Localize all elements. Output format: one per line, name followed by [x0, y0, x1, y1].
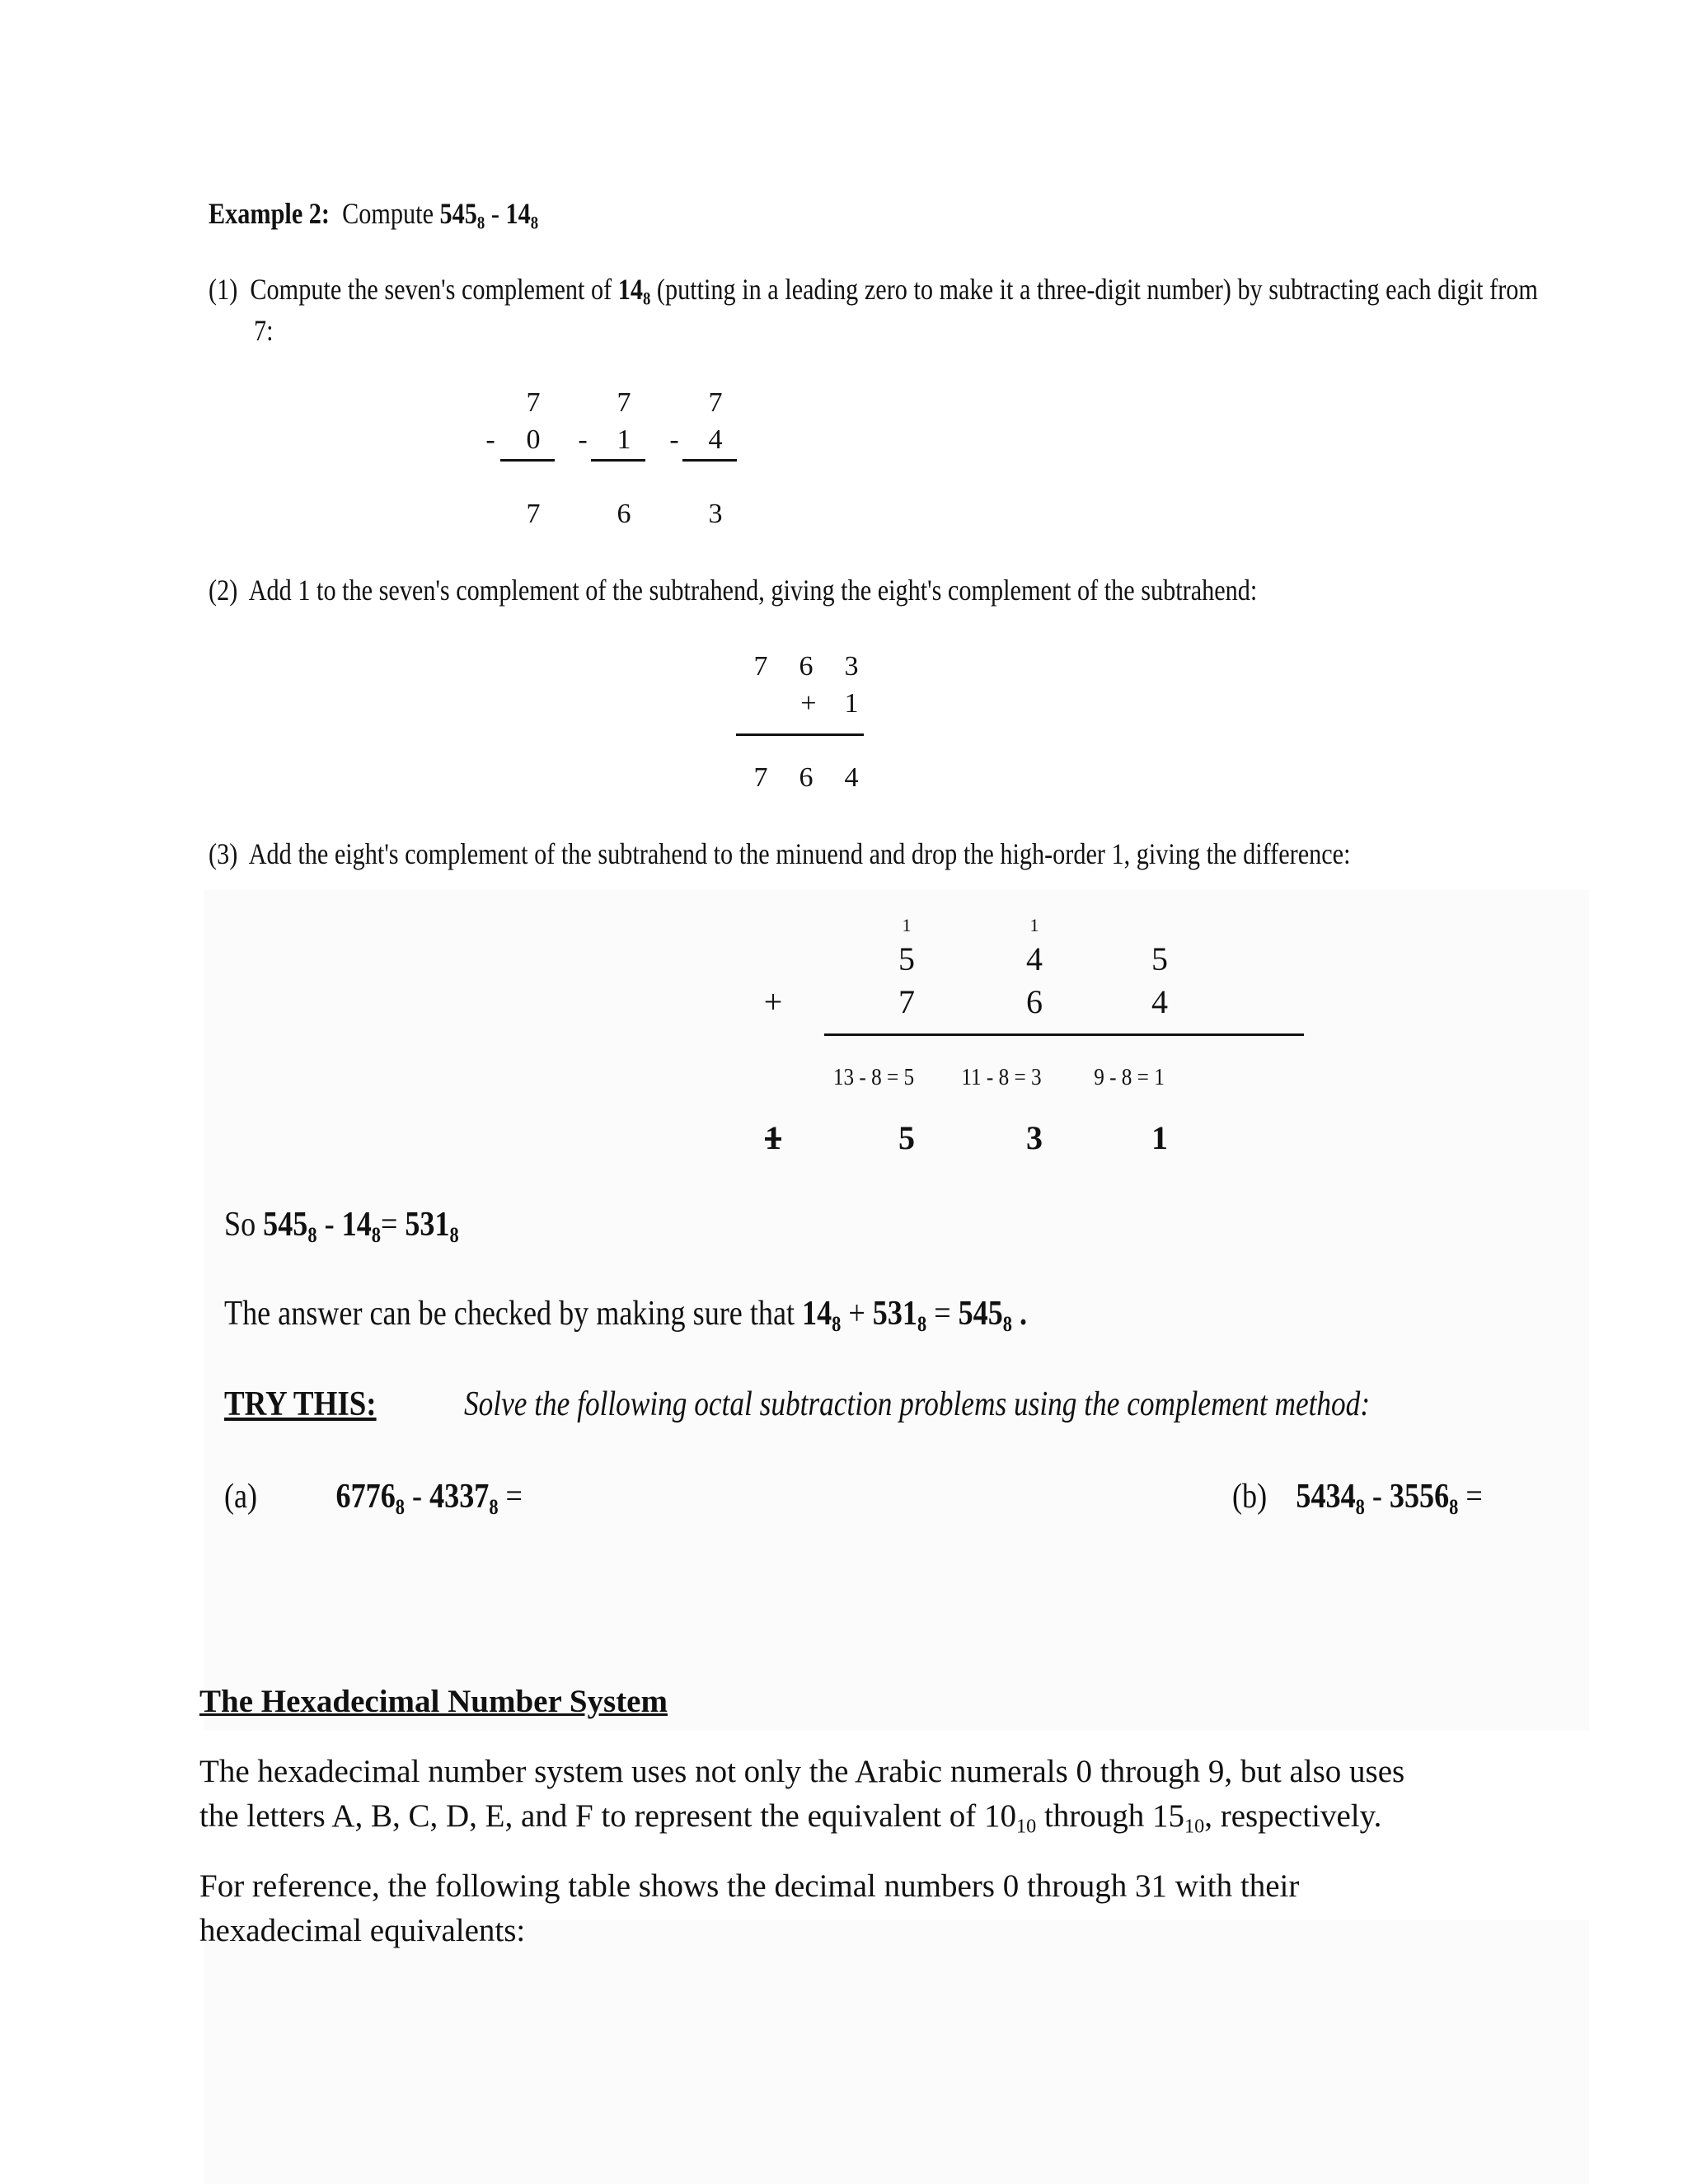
hex-para2-line1: For reference, the following table shows the decimal numbers 0 through 31 with their — [199, 1868, 1300, 1904]
step3-carry-2: 1 — [1029, 915, 1039, 935]
step1-col2-top: 7 — [617, 387, 631, 418]
hex-section-heading: The Hexadecimal Number System — [199, 1684, 668, 1719]
step2-text: (2) Add 1 to the seven's complement of the subtrahend, giving the eight's complement of the subtrahend: — [209, 574, 1258, 607]
step2-result-d1: 7 — [753, 762, 768, 793]
step3-result-d1: 5 — [898, 1119, 915, 1156]
step2-addend: 1 — [844, 688, 859, 719]
step3-row2-d3: 4 — [1151, 983, 1168, 1020]
step3-text: (3) Add the eight's complement of the subtrahend to the minuend and drop the high-order 1, giving the difference: — [209, 837, 1351, 870]
try-this-label: TRY THIS: — [224, 1385, 377, 1423]
step2-plus: + — [800, 688, 817, 719]
step2-row1-d1: 7 — [753, 651, 768, 682]
step1-col1-rule — [500, 459, 555, 462]
step2-result-d3: 4 — [844, 762, 859, 793]
step1-col3-sub: 4 — [708, 424, 723, 455]
step1-col1-top: 7 — [526, 387, 541, 418]
try-this-instruction: Solve the following octal subtraction problems using the complement method: — [464, 1385, 1371, 1423]
step3-row2-d2: 6 — [1026, 983, 1043, 1020]
step1-col2-rule — [591, 459, 645, 462]
step1-col3-rule — [682, 459, 737, 462]
step3-row2-d1: 7 — [898, 983, 915, 1020]
step3-calc-2: 11 - 8 = 3 — [961, 1065, 1042, 1090]
step1-col2-minus: - — [578, 424, 588, 455]
step2-rule — [736, 733, 864, 736]
step1-col1-minus: - — [485, 424, 495, 455]
step3-row1-d3: 5 — [1151, 940, 1168, 977]
step3-carry-1: 1 — [902, 915, 912, 935]
conclusion-line: So $545_8 - 14_8= 531_8$ — [224, 1206, 459, 1247]
scanned-table-background — [204, 1920, 1589, 2184]
step3-row1-d1: 5 — [898, 940, 915, 977]
step1-col3-top: 7 — [708, 387, 723, 418]
step3-row1-d2: 4 — [1026, 940, 1043, 977]
example-heading: Example 2: Compute $545_8 - 14_8$ — [209, 197, 539, 233]
problem-a: (a) $6776_8 - 4337_8$ = — [224, 1478, 523, 1519]
step3-plus: + — [763, 983, 783, 1020]
hex-para1-line1: The hexadecimal number system uses not only the Arabic numerals 0 through 9, but also uses — [199, 1754, 1405, 1789]
step2-row1-d2: 6 — [799, 651, 814, 682]
problem-b-label: (b) — [1232, 1478, 1268, 1516]
step3-calc-1: 13 - 8 = 5 — [832, 1065, 915, 1090]
step2-row1-d3: 3 — [844, 651, 859, 682]
step1-text: (1) Compute the seven's complement of $14_8$ (putting in a leading zero to make it a three-digit number) by subtracting each digit from — [209, 273, 1538, 309]
step1-col3-result: 3 — [708, 499, 723, 529]
step1-col1-result: 7 — [526, 499, 541, 529]
step1-col1-sub: 0 — [526, 424, 541, 455]
step1-col2-sub: 1 — [617, 424, 631, 455]
step2-result-d2: 6 — [799, 762, 814, 793]
step1-text-cont: 7: — [254, 314, 274, 347]
step3-calc-3: 9 - 8 = 1 — [1094, 1065, 1165, 1090]
step3-rule — [824, 1033, 1304, 1036]
step3-result-d2: 3 — [1026, 1119, 1043, 1156]
step1-col3-minus: - — [669, 424, 679, 455]
problem-a-label: (a) — [224, 1478, 258, 1516]
step3-dropped-digit: 1 — [765, 1119, 781, 1156]
check-line: The answer can be checked by making sure that $14_8 + 531_8 = 545_8$ . — [224, 1295, 1028, 1336]
hex-para2-line2: hexadecimal equivalents: — [199, 1913, 526, 1948]
step1-col2-result: 6 — [617, 499, 631, 529]
problem-b: (b) $5434_8 - 3556_8$ = — [1232, 1478, 1483, 1519]
step3-result-d3: 1 — [1151, 1119, 1168, 1156]
hex-para1-line2: the letters A, B, C, D, E, and F to represent the equivalent of $10_{10}$ through $15_{10}$, respectively. — [199, 1798, 1382, 1838]
